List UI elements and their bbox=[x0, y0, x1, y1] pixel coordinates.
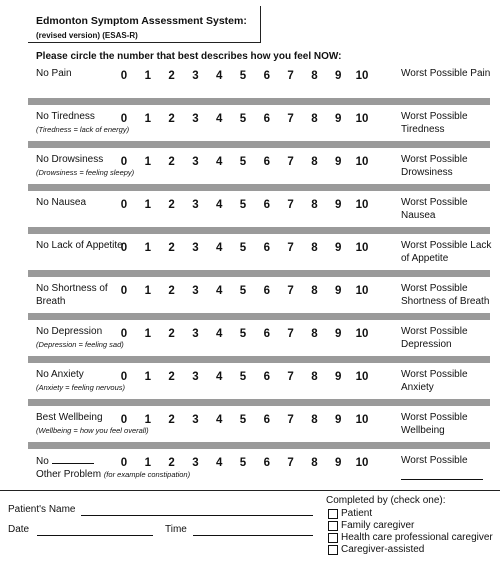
rating-option-7[interactable]: 7 bbox=[287, 156, 294, 168]
rating-option-0[interactable]: 0 bbox=[120, 113, 128, 125]
rating-option-4[interactable]: 4 bbox=[215, 70, 223, 82]
rating-option-7[interactable]: 7 bbox=[287, 328, 294, 340]
row-right-label: Worst Possible Lack of Appetite bbox=[401, 240, 492, 264]
rating-option-10[interactable]: 10 bbox=[355, 457, 369, 469]
rating-option-4[interactable]: 4 bbox=[215, 457, 223, 469]
rating-option-8[interactable]: 8 bbox=[311, 328, 318, 340]
row-divider bbox=[28, 141, 490, 148]
rating-option-9[interactable]: 9 bbox=[334, 156, 342, 168]
row-right-label: Worst Possible Tiredness bbox=[401, 111, 468, 135]
rating-option-6[interactable]: 6 bbox=[263, 113, 270, 125]
rating-option-5[interactable]: 5 bbox=[239, 328, 247, 340]
rating-scale bbox=[114, 285, 379, 299]
completed-by-label: Completed by (check one): bbox=[326, 495, 446, 506]
rating-option-3[interactable]: 3 bbox=[192, 156, 199, 168]
row-divider bbox=[28, 184, 490, 191]
symptom-row-depression bbox=[28, 320, 490, 363]
rating-option-7[interactable]: 7 bbox=[287, 199, 294, 211]
row-right-label: Worst Possible bbox=[401, 455, 468, 466]
rating-option-2[interactable]: 2 bbox=[168, 113, 175, 125]
symptom-row-drowsiness bbox=[28, 148, 490, 191]
checkbox-box[interactable] bbox=[328, 533, 338, 543]
rating-option-4[interactable]: 4 bbox=[215, 371, 223, 383]
rating-option-9[interactable]: 9 bbox=[334, 371, 342, 383]
symptom-row-wellbeing bbox=[28, 406, 490, 449]
rating-option-8[interactable]: 8 bbox=[311, 371, 318, 383]
rating-option-1[interactable]: 1 bbox=[144, 156, 151, 168]
rating-scale bbox=[114, 156, 379, 170]
rating-option-6[interactable]: 6 bbox=[263, 285, 270, 297]
rating-option-1[interactable]: 1 bbox=[144, 457, 151, 469]
patient-name-field[interactable] bbox=[81, 515, 313, 516]
rating-option-6[interactable]: 6 bbox=[263, 328, 270, 340]
rating-option-10[interactable]: 10 bbox=[355, 285, 369, 297]
rating-option-10[interactable]: 10 bbox=[355, 199, 369, 211]
rating-option-6[interactable]: 6 bbox=[263, 414, 270, 426]
checkbox-box[interactable] bbox=[328, 509, 338, 519]
rating-option-9[interactable]: 9 bbox=[334, 414, 342, 426]
rating-option-6[interactable]: 6 bbox=[263, 156, 270, 168]
other-problem-right-blank[interactable] bbox=[401, 479, 483, 480]
rating-option-9[interactable]: 9 bbox=[334, 113, 342, 125]
rating-option-3[interactable]: 3 bbox=[192, 199, 199, 211]
date-label: Date bbox=[8, 524, 30, 535]
rating-option-10[interactable]: 10 bbox=[355, 414, 369, 426]
rating-option-6[interactable]: 6 bbox=[263, 242, 270, 254]
rating-option-3[interactable]: 3 bbox=[192, 285, 199, 297]
rating-option-9[interactable]: 9 bbox=[334, 457, 342, 469]
rating-option-2[interactable]: 2 bbox=[168, 285, 175, 297]
symptom-row-tiredness bbox=[28, 105, 490, 148]
instruction-text: Please circle the number that best describes how you feel NOW: bbox=[36, 51, 342, 62]
rating-option-8[interactable]: 8 bbox=[311, 242, 318, 254]
row-left-label: No Depression (Depression = feeling sad) bbox=[36, 326, 128, 351]
row-divider bbox=[28, 356, 490, 363]
rating-option-9[interactable]: 9 bbox=[334, 285, 342, 297]
rating-option-5[interactable]: 5 bbox=[239, 199, 247, 211]
other-problem-blank[interactable] bbox=[52, 455, 94, 464]
rating-option-0[interactable]: 0 bbox=[120, 242, 128, 254]
rating-option-3[interactable]: 3 bbox=[192, 414, 199, 426]
rating-option-7[interactable]: 7 bbox=[287, 113, 294, 125]
footer-divider bbox=[0, 490, 500, 491]
rating-option-4[interactable]: 4 bbox=[215, 113, 223, 125]
rating-option-5[interactable]: 5 bbox=[239, 414, 247, 426]
time-label: Time bbox=[165, 524, 187, 535]
rating-option-3[interactable]: 3 bbox=[192, 70, 199, 82]
row-left-label: No Lack of Appetite bbox=[36, 240, 123, 251]
rating-option-10[interactable]: 10 bbox=[355, 242, 369, 254]
rating-option-6[interactable]: 6 bbox=[263, 199, 270, 211]
rating-option-3[interactable]: 3 bbox=[192, 371, 199, 383]
rating-option-7[interactable]: 7 bbox=[287, 371, 294, 383]
rating-option-8[interactable]: 8 bbox=[311, 199, 318, 211]
rating-option-3[interactable]: 3 bbox=[192, 113, 199, 125]
row-definition: (for example constipation) bbox=[103, 469, 191, 479]
rating-option-8[interactable]: 8 bbox=[311, 457, 318, 469]
rating-option-0[interactable]: 0 bbox=[120, 328, 128, 340]
rating-option-5[interactable]: 5 bbox=[239, 285, 247, 297]
symptom-row-nausea bbox=[28, 191, 490, 234]
row-left-label: No Anxiety (Anxiety = feeling nervous) bbox=[36, 369, 128, 394]
rating-scale bbox=[114, 113, 379, 127]
symptom-row-anxiety bbox=[28, 363, 490, 406]
row-divider bbox=[28, 270, 490, 277]
row-divider bbox=[28, 98, 490, 105]
rating-option-8[interactable]: 8 bbox=[311, 285, 318, 297]
rating-option-1[interactable]: 1 bbox=[144, 285, 151, 297]
rating-option-0[interactable]: 0 bbox=[120, 371, 128, 383]
form-subtitle: (revised version) (ESAS-R) bbox=[36, 31, 138, 40]
rating-scale bbox=[114, 328, 379, 342]
row-definition: (Depression = feeling sad) bbox=[36, 339, 124, 349]
rating-option-2[interactable]: 2 bbox=[168, 199, 175, 211]
rating-option-3[interactable]: 3 bbox=[192, 242, 199, 254]
rating-option-9[interactable]: 9 bbox=[334, 328, 342, 340]
row-right-label: Worst Possible Nausea bbox=[401, 197, 468, 221]
form-title-box bbox=[28, 6, 261, 43]
rating-option-0[interactable]: 0 bbox=[120, 156, 128, 168]
row-left-label: No Shortness of Breath bbox=[36, 283, 108, 307]
row-left-label: No Pain bbox=[36, 68, 72, 79]
symptom-row-other bbox=[28, 449, 490, 492]
rating-option-5[interactable]: 5 bbox=[239, 242, 247, 254]
row-left-label: No Drowsiness (Drowsiness = feeling sleepy) bbox=[36, 154, 135, 177]
row-right-label: Worst Possible Depression bbox=[401, 326, 468, 350]
row-right-label: Worst Possible Drowsiness bbox=[401, 154, 468, 178]
rating-option-4[interactable]: 4 bbox=[215, 242, 223, 254]
row-divider bbox=[28, 313, 490, 320]
rating-scale bbox=[114, 457, 379, 471]
rating-option-1[interactable]: 1 bbox=[144, 328, 151, 340]
row-definition: (Wellbeing = how you feel overall) bbox=[36, 425, 149, 435]
rating-option-9[interactable]: 9 bbox=[334, 70, 342, 82]
rating-option-4[interactable]: 4 bbox=[215, 285, 223, 297]
rating-option-5[interactable]: 5 bbox=[239, 457, 247, 469]
rating-option-1[interactable]: 1 bbox=[144, 371, 151, 383]
rating-option-1[interactable]: 1 bbox=[144, 113, 151, 125]
symptom-row-breath bbox=[28, 277, 490, 320]
rating-option-6[interactable]: 6 bbox=[263, 371, 270, 383]
row-right-label: Worst Possible Pain bbox=[401, 68, 491, 79]
row-left-label: No Tiredness (Tiredness = lack of energy) bbox=[36, 111, 130, 134]
rating-option-3[interactable]: 3 bbox=[192, 328, 199, 340]
rating-option-6[interactable]: 6 bbox=[263, 70, 270, 82]
rating-option-2[interactable]: 2 bbox=[168, 457, 175, 469]
row-definition: (Tiredness = lack of energy) bbox=[36, 124, 130, 134]
row-right-label: Worst Possible Wellbeing bbox=[401, 412, 468, 436]
rating-scale bbox=[114, 242, 379, 256]
rating-option-2[interactable]: 2 bbox=[168, 328, 175, 340]
row-definition: (Drowsiness = feeling sleepy) bbox=[36, 167, 135, 177]
rating-option-2[interactable]: 2 bbox=[168, 371, 175, 383]
rating-option-0[interactable]: 0 bbox=[120, 414, 128, 426]
rating-option-2[interactable]: 2 bbox=[168, 156, 175, 168]
rating-scale bbox=[114, 371, 379, 385]
row-left-label: Best Wellbeing (Wellbeing = how you feel overall) bbox=[36, 412, 149, 435]
rating-option-7[interactable]: 7 bbox=[287, 414, 294, 426]
rating-option-0[interactable]: 0 bbox=[120, 457, 128, 469]
rating-option-8[interactable]: 8 bbox=[311, 70, 318, 82]
rating-option-8[interactable]: 8 bbox=[311, 414, 318, 426]
rating-option-2[interactable]: 2 bbox=[168, 242, 175, 254]
row-divider bbox=[28, 442, 490, 449]
rating-option-10[interactable]: 10 bbox=[355, 113, 369, 125]
rating-scale bbox=[114, 199, 379, 213]
rating-option-5[interactable]: 5 bbox=[239, 156, 247, 168]
rating-option-4[interactable]: 4 bbox=[215, 156, 223, 168]
rating-option-9[interactable]: 9 bbox=[334, 242, 342, 254]
rating-option-3[interactable]: 3 bbox=[192, 457, 199, 469]
row-left-label: No Other Problem (for example constipation) bbox=[36, 456, 191, 480]
rating-option-5[interactable]: 5 bbox=[239, 371, 247, 383]
rating-option-8[interactable]: 8 bbox=[311, 156, 318, 168]
rating-option-10[interactable]: 10 bbox=[355, 328, 369, 340]
rating-option-6[interactable]: 6 bbox=[263, 457, 270, 469]
checkbox-box[interactable] bbox=[328, 521, 338, 531]
form-title: Edmonton Symptom Assessment System: bbox=[36, 15, 247, 27]
rating-option-7[interactable]: 7 bbox=[287, 242, 294, 254]
rating-option-5[interactable]: 5 bbox=[239, 113, 247, 125]
rating-option-7[interactable]: 7 bbox=[287, 285, 294, 297]
rating-option-2[interactable]: 2 bbox=[168, 70, 175, 82]
symptom-row-pain bbox=[28, 62, 490, 105]
rating-option-1[interactable]: 1 bbox=[144, 70, 151, 82]
checkbox-box[interactable] bbox=[328, 545, 338, 555]
row-divider bbox=[28, 399, 490, 406]
rating-option-7[interactable]: 7 bbox=[287, 70, 294, 82]
rating-option-4[interactable]: 4 bbox=[215, 199, 223, 211]
rating-option-0[interactable]: 0 bbox=[120, 285, 128, 297]
rating-option-1[interactable]: 1 bbox=[144, 414, 151, 426]
rating-option-10[interactable]: 10 bbox=[355, 70, 369, 82]
rating-option-1[interactable]: 1 bbox=[144, 242, 151, 254]
row-left-label: No Nausea bbox=[36, 197, 87, 208]
rating-option-2[interactable]: 2 bbox=[168, 414, 175, 426]
rating-option-1[interactable]: 1 bbox=[144, 199, 151, 211]
rating-scale bbox=[114, 414, 379, 428]
rating-option-10[interactable]: 10 bbox=[355, 371, 369, 383]
symptom-row-appetite bbox=[28, 234, 490, 277]
rating-option-4[interactable]: 4 bbox=[215, 328, 223, 340]
date-field[interactable] bbox=[37, 535, 153, 536]
rating-option-0[interactable]: 0 bbox=[120, 70, 128, 82]
rating-option-4[interactable]: 4 bbox=[215, 414, 223, 426]
rating-option-0[interactable]: 0 bbox=[120, 199, 128, 211]
rating-option-10[interactable]: 10 bbox=[355, 156, 369, 168]
row-right-label: Worst Possible Shortness of Breath bbox=[401, 283, 490, 307]
patient-name-label: Patient's Name bbox=[8, 504, 76, 515]
row-definition: (Anxiety = feeling nervous) bbox=[36, 382, 126, 392]
rating-option-8[interactable]: 8 bbox=[311, 113, 318, 125]
rating-option-9[interactable]: 9 bbox=[334, 199, 342, 211]
rating-option-7[interactable]: 7 bbox=[287, 457, 294, 469]
row-right-label: Worst Possible Anxiety bbox=[401, 369, 468, 393]
rating-scale bbox=[114, 70, 379, 84]
row-divider bbox=[28, 227, 490, 234]
symptom-rows bbox=[28, 62, 490, 492]
rating-option-5[interactable]: 5 bbox=[239, 70, 247, 82]
time-field[interactable] bbox=[193, 535, 313, 536]
